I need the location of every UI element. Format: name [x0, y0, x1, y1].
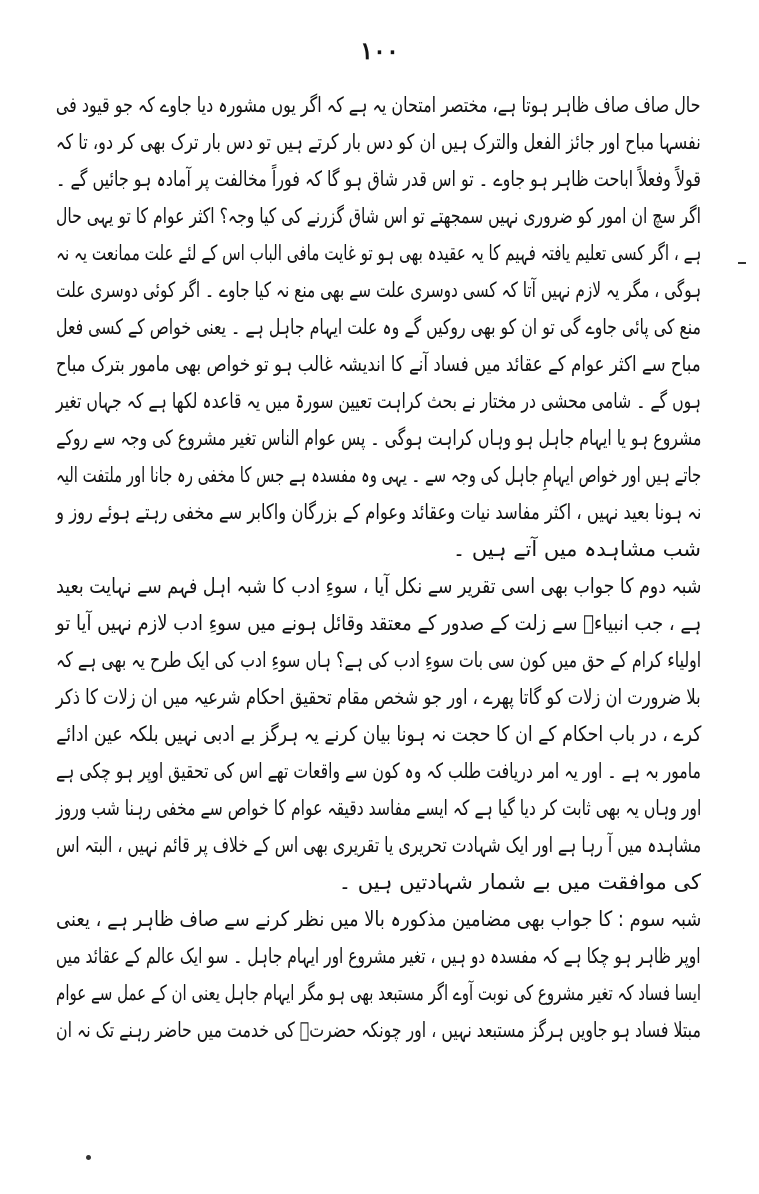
text-line-1: حال صاف صاف ظاہر ہوتا ہے، مختصر امتحان یہ ہے کہ اگر یوں مشورہ دیا جاوے کہ جو قیود فی [56, 93, 701, 117]
text-line-4: اگر سچ ان امور کو ضروری نہیں سمجھتے تو اس شاق گزرنے کی کیا وجہ؟ اکثر عوام کا تو یہی حال [56, 204, 701, 228]
text-line-26: مبتلا فساد ہو جاویں ہرگز مستبعد نہیں ، اور چونکہ حضرتؒ کی خدمت میں حاضر رہنے تک نہ ان [56, 1018, 701, 1042]
text-line-15: ہے ، جب انبیاءؑ سے زلت کے صدور کے معتقد وقائل ہونے میں سوءِ ادب لازم نہیں آیا تو [55, 611, 701, 635]
text-line-10: مشروع ہو یا ایہام جاہل ہو وہاں کراہت ہوگی ۔ پس عوام الناس تغیر مشروع کی وجہ سے روکے [55, 426, 701, 450]
text-line-17: بلا ضرورت ان زلات کو گاتا پھرے ، اور جو شخص مقام تحقیق احکام شرعیہ میں ان زلات کا ذکر [56, 685, 701, 709]
scan-dot [86, 1155, 91, 1160]
text-line-21: مشاہدہ میں آ رہا ہے اور ایک شہادت تحریری یا تقریری بھی اس کے خلاف پر قائم نہیں ، البتہ اس [55, 833, 701, 857]
text-line-7: منع کی پائی جاوے گی تو ان کو بھی روکیں گے وہ علت ایہام جاہل ہے ۔ یعنی خواص کے کسی فعل [55, 315, 701, 339]
text-line-5: ہے ، اگر کسی تعلیم یافتہ فہیم کا یہ عقیدہ بھی ہو تو غایت مافی الباب اس کے لئے علت ممانعت یہ نہ [55, 241, 701, 265]
text-line-2: نفسہا مباح اور جائز الفعل والترک ہیں ان کو دس بار کرتے ہیں تو دس بار ترک بھی کر دو، تا کہ [56, 130, 701, 154]
text-line-11: جاتے ہیں اور خواص ایہامِ جاہل کی وجہ سے ۔ یہی وہ مفسدہ ہے جس کا مخفی رہ جانا اور ملتفت الیہ [55, 463, 701, 487]
text-line-20: اور وہاں یہ بھی ثابت کر دیا گیا ہے کہ ایسے مفاسد دقیقہ عوام کا خواص سے مخفی رہنا شب وروز [55, 796, 701, 820]
text-line-18: کرے ، در باب احکام کے ان کا حجت نہ ہونا بیان کرنے یہ ہرگز بے ادبی نہیں بلکہ عین ادائے [55, 722, 701, 746]
text-line-13: شب مشاہدہ میں آتے ہیں ۔ [452, 537, 701, 561]
text-line-3: قولاً وفعلاً اباحت ظاہر ہو جاوے ۔ تو اس قدر شاق ہو گا کہ فوراً مخالفت پر آمادہ ہو جائیں گے ۔ [56, 167, 701, 191]
text-line-22: کی موافقت میں بے شمار شہادتیں ہیں ۔ [338, 870, 701, 894]
text-line-12: نہ ہونا بعید نہیں ، اکثر مفاسد نیات وعقائد وعوام کے بزرگان واکابر سے مخفی رہتے ہوئے روز و [55, 500, 701, 524]
text-line-8: مباح سے اکثر عوام کے عقائد میں فساد آنے کا اندیشہ غالب ہو تو خواص بھی مامور بترک مباح [56, 352, 701, 376]
text-line-24: اوپر ظاہر ہو چکا ہے کہ مفسدہ دو ہیں ، تغیر مشروع اور ایہام جاہل ۔ سو ایک عالم کے عقائد میں [56, 944, 701, 968]
text-line-9: ہوں گے ۔ شامی محشی در مختار نے بحث کراہت تعیین سورۃ میں یہ قاعدہ لکھا ہے کہ جہاں تغیر [55, 389, 701, 413]
text-line-23: شبہ سوم : کا جواب بھی مضامین مذکورہ بالا میں نظر کرنے سے صاف ظاہر ہے ، یعنی [55, 907, 701, 931]
scan-mark [738, 262, 746, 264]
text-line-19: مامور بہ ہے ۔ اور یہ امر دریافت طلب کہ وہ کون سے واقعات تھے اس کی تحقیق اوپر ہو چکی ہے [56, 759, 701, 783]
text-line-16: اولیاء کرام کے حق میں کون سی بات سوءِ ادب کی ہے؟ ہاں سوءِ ادب کی ایک طرح یہ بھی ہے کہ [55, 648, 701, 672]
text-line-25: ایسا فساد کہ تغیر مشروع کی نوبت آوے اگر مستبعد بھی ہو مگر ایہام جاہل یعنی ان کے عمل سے عوام [55, 981, 701, 1005]
text-line-14: شبہ دوم کا جواب بھی اسی تقریر سے نکل آیا ، سوءِ ادب کا شبہ اہل فہم سے نہایت بعید [55, 574, 701, 598]
page-number: ۱۰۰ [360, 36, 399, 65]
text-line-6: ہوگی ، مگر یہ لازم نہیں آتا کہ کسی دوسری علت سے بھی منع نہ کیا جاوے ۔ اگر کوئی دوسری علت [55, 278, 701, 302]
